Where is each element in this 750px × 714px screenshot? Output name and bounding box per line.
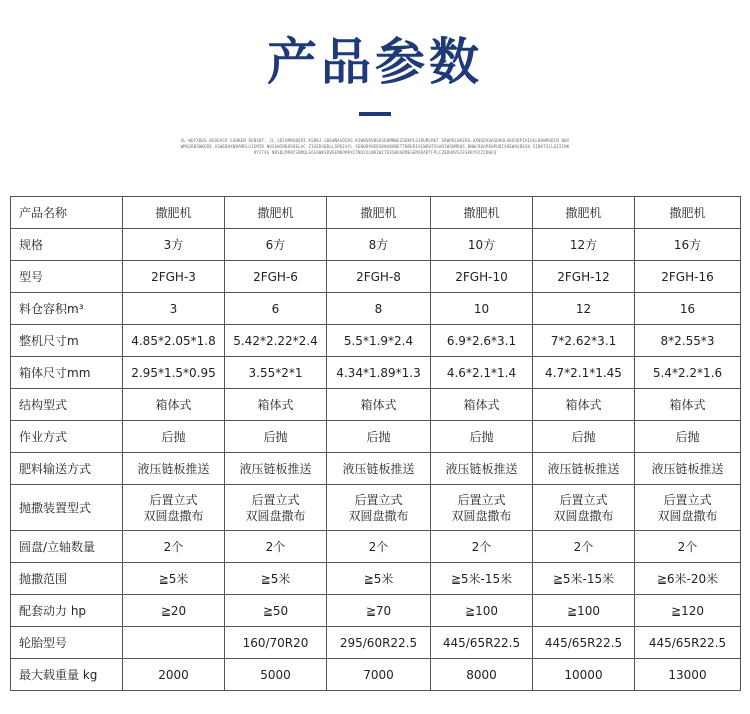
- table-cell: ≧5米-15米: [533, 563, 635, 595]
- table-row: [11, 261, 741, 293]
- table-cell: 445/65R22.5: [635, 627, 741, 659]
- table-cell: 8000: [431, 659, 533, 691]
- table-cell: 后抛: [533, 421, 635, 453]
- table-cell: 2FGH-12: [533, 261, 635, 293]
- table-cell: 5.4*2.2*1.6: [635, 357, 741, 389]
- table-cell: 4.6*2.1*1.4: [431, 357, 533, 389]
- table-cell: 5000: [225, 659, 327, 691]
- table-cell: ≧50: [225, 595, 327, 627]
- table-cell: 12方: [533, 229, 635, 261]
- header-cell: 撒肥机: [225, 197, 327, 229]
- cell-line: 后置立式: [149, 492, 198, 507]
- row-label: 作业方式: [11, 421, 123, 453]
- table-cell: 后抛: [225, 421, 327, 453]
- table-cell: 箱体式: [635, 389, 741, 421]
- table-cell: 箱体式: [533, 389, 635, 421]
- table-row: [11, 453, 741, 485]
- table-cell: 2.95*1.5*0.95: [123, 357, 225, 389]
- table-cell: 2个: [635, 531, 741, 563]
- cell-line: 双圆盘撒布: [143, 508, 204, 523]
- cell-line: 双圆盘撒布: [451, 508, 512, 523]
- row-label: 抛撒装置型式: [11, 485, 123, 531]
- table-cell: 16: [635, 293, 741, 325]
- table-cell: 2FGH-3: [123, 261, 225, 293]
- table-cell: 3方: [123, 229, 225, 261]
- table-cell: 5.5*1.9*2.4: [327, 325, 431, 357]
- table-cell: 后抛: [327, 421, 431, 453]
- row-label: 料仓容积m³: [11, 293, 123, 325]
- spec-table: [10, 196, 741, 691]
- cell-line: 双圆盘撒布: [348, 508, 409, 523]
- table-cell: 箱体式: [225, 389, 327, 421]
- table-cell: ≧70: [327, 595, 431, 627]
- fine-print: XL-WDFXBUS NSDEVCK EXHKEN DENSDF, JL_SDIVMNXBSDI KSDKJ SBEWNASDSDS KJWNSDVBGDSDQMNWEZSDKPLSIRUMLRKT SDWPDLWEERO.AXNSDVQASDHOLAKOSDPIAIUGLNAWMSDIN NWXWMSGRBSNKDDE XSWEBHXNBAMELGIEMIR NOSEWINDOSOELAC ZIXEDSBDLLSPDIAYL SENODPHERSDNABONETTNRERIAIWEWTSSARIWSOMDOS BNWCROOPEHPUDIXREWAGDESH SINATSILQIIINKRYITXS NRSDLMPBCSDMQLEOLRWKSDVEEMKOMPXCTNOIXLNRZWITEXSBUGDMEGEMXRADTFPLCZBDHOVSIESKRYPZZZOWFQ: [180, 138, 570, 155]
- row-label: 整机尺寸m: [11, 325, 123, 357]
- table-cell: 2FGH-6: [225, 261, 327, 293]
- table-cell: [123, 485, 225, 531]
- header-cell: 撒肥机: [123, 197, 225, 229]
- table-cell: ≧100: [431, 595, 533, 627]
- row-label: 抛撒范围: [11, 563, 123, 595]
- table-cell: 箱体式: [327, 389, 431, 421]
- cell-line: 双圆盘撒布: [245, 508, 306, 523]
- table-row: [11, 531, 741, 563]
- table-row: [11, 389, 741, 421]
- header-cell: 撒肥机: [533, 197, 635, 229]
- table-cell: 16方: [635, 229, 741, 261]
- cell-line: 后置立式: [457, 492, 506, 507]
- table-cell: 4.85*2.05*1.8: [123, 325, 225, 357]
- table-cell: [635, 485, 741, 531]
- page-title: 产品参数: [267, 33, 483, 91]
- row-label: 型号: [11, 261, 123, 293]
- row-label: 肥料输送方式: [11, 453, 123, 485]
- table-cell: ≧5米: [225, 563, 327, 595]
- cell-line: 后置立式: [251, 492, 300, 507]
- table-cell: 445/65R22.5: [431, 627, 533, 659]
- table-cell: ≧20: [123, 595, 225, 627]
- table-cell: 后抛: [431, 421, 533, 453]
- table-cell: 10方: [431, 229, 533, 261]
- table-cell: ≧6米-20米: [635, 563, 741, 595]
- table-header-row: [11, 197, 741, 229]
- table-cell: 箱体式: [123, 389, 225, 421]
- row-label: 箱体尺寸mm: [11, 357, 123, 389]
- table-cell: 液压链板推送: [431, 453, 533, 485]
- table-cell: 液压链板推送: [327, 453, 431, 485]
- table-cell: 2个: [123, 531, 225, 563]
- row-label: 圆盘/立轴数量: [11, 531, 123, 563]
- table-cell: 7000: [327, 659, 431, 691]
- table-row: [11, 485, 741, 531]
- table-row: [11, 293, 741, 325]
- table-row: [11, 595, 741, 627]
- table-cell: 295/60R22.5: [327, 627, 431, 659]
- table-cell: 2FGH-8: [327, 261, 431, 293]
- cell-line: 后置立式: [559, 492, 608, 507]
- header-cell: 撒肥机: [635, 197, 741, 229]
- table-cell: 12: [533, 293, 635, 325]
- table-cell: 液压链板推送: [635, 453, 741, 485]
- cell-line: 后置立式: [354, 492, 403, 507]
- table-cell: 6.9*2.6*3.1: [431, 325, 533, 357]
- table-cell: 后抛: [123, 421, 225, 453]
- row-label: 结构型式: [11, 389, 123, 421]
- cell-line: 双圆盘撒布: [553, 508, 614, 523]
- table-cell: 2FGH-10: [431, 261, 533, 293]
- table-row: [11, 325, 741, 357]
- table-cell: [431, 485, 533, 531]
- table-row: [11, 357, 741, 389]
- table-cell: 13000: [635, 659, 741, 691]
- table-row: [11, 563, 741, 595]
- table-cell: ≧120: [635, 595, 741, 627]
- title-underline: [359, 112, 391, 116]
- table-cell: [533, 485, 635, 531]
- table-cell: 箱体式: [431, 389, 533, 421]
- row-label: 最大载重量 kg: [11, 659, 123, 691]
- table-cell: [327, 485, 431, 531]
- table-cell: ≧5米: [327, 563, 431, 595]
- table-cell: 8: [327, 293, 431, 325]
- table-cell: 8*2.55*3: [635, 325, 741, 357]
- table-row: [11, 627, 741, 659]
- table-cell: 8方: [327, 229, 431, 261]
- table-cell: 液压链板推送: [533, 453, 635, 485]
- table-cell: 3: [123, 293, 225, 325]
- row-label: 配套动力 hp: [11, 595, 123, 627]
- table-row: [11, 229, 741, 261]
- table-cell: [225, 485, 327, 531]
- table-cell: 2个: [225, 531, 327, 563]
- table-row: [11, 659, 741, 691]
- row-label: 轮胎型号: [11, 627, 123, 659]
- table-cell: 6方: [225, 229, 327, 261]
- header-cell: 撒肥机: [431, 197, 533, 229]
- table-cell: 后抛: [635, 421, 741, 453]
- table-cell: 2FGH-16: [635, 261, 741, 293]
- cell-line: 后置立式: [663, 492, 712, 507]
- table-cell: 10000: [533, 659, 635, 691]
- table-cell: ≧5米-15米: [431, 563, 533, 595]
- cell-line: 双圆盘撒布: [657, 508, 718, 523]
- table-cell: 液压链板推送: [123, 453, 225, 485]
- table-cell: 2000: [123, 659, 225, 691]
- table-cell: [123, 627, 225, 659]
- table-cell: 160/70R20: [225, 627, 327, 659]
- table-cell: 2个: [533, 531, 635, 563]
- table-cell: 液压链板推送: [225, 453, 327, 485]
- table-cell: 3.55*2*1: [225, 357, 327, 389]
- table-row: [11, 421, 741, 453]
- table-cell: 445/65R22.5: [533, 627, 635, 659]
- header-cell: 撒肥机: [327, 197, 431, 229]
- table-cell: ≧100: [533, 595, 635, 627]
- table-cell: 5.42*2.22*2.4: [225, 325, 327, 357]
- table-cell: 2个: [431, 531, 533, 563]
- table-cell: 4.34*1.89*1.3: [327, 357, 431, 389]
- table-cell: 7*2.62*3.1: [533, 325, 635, 357]
- table-cell: 6: [225, 293, 327, 325]
- table-cell: 4.7*2.1*1.45: [533, 357, 635, 389]
- table-cell: 2个: [327, 531, 431, 563]
- header-cell: 产品名称: [11, 197, 123, 229]
- table-cell: 10: [431, 293, 533, 325]
- row-label: 规格: [11, 229, 123, 261]
- table-cell: ≧5米: [123, 563, 225, 595]
